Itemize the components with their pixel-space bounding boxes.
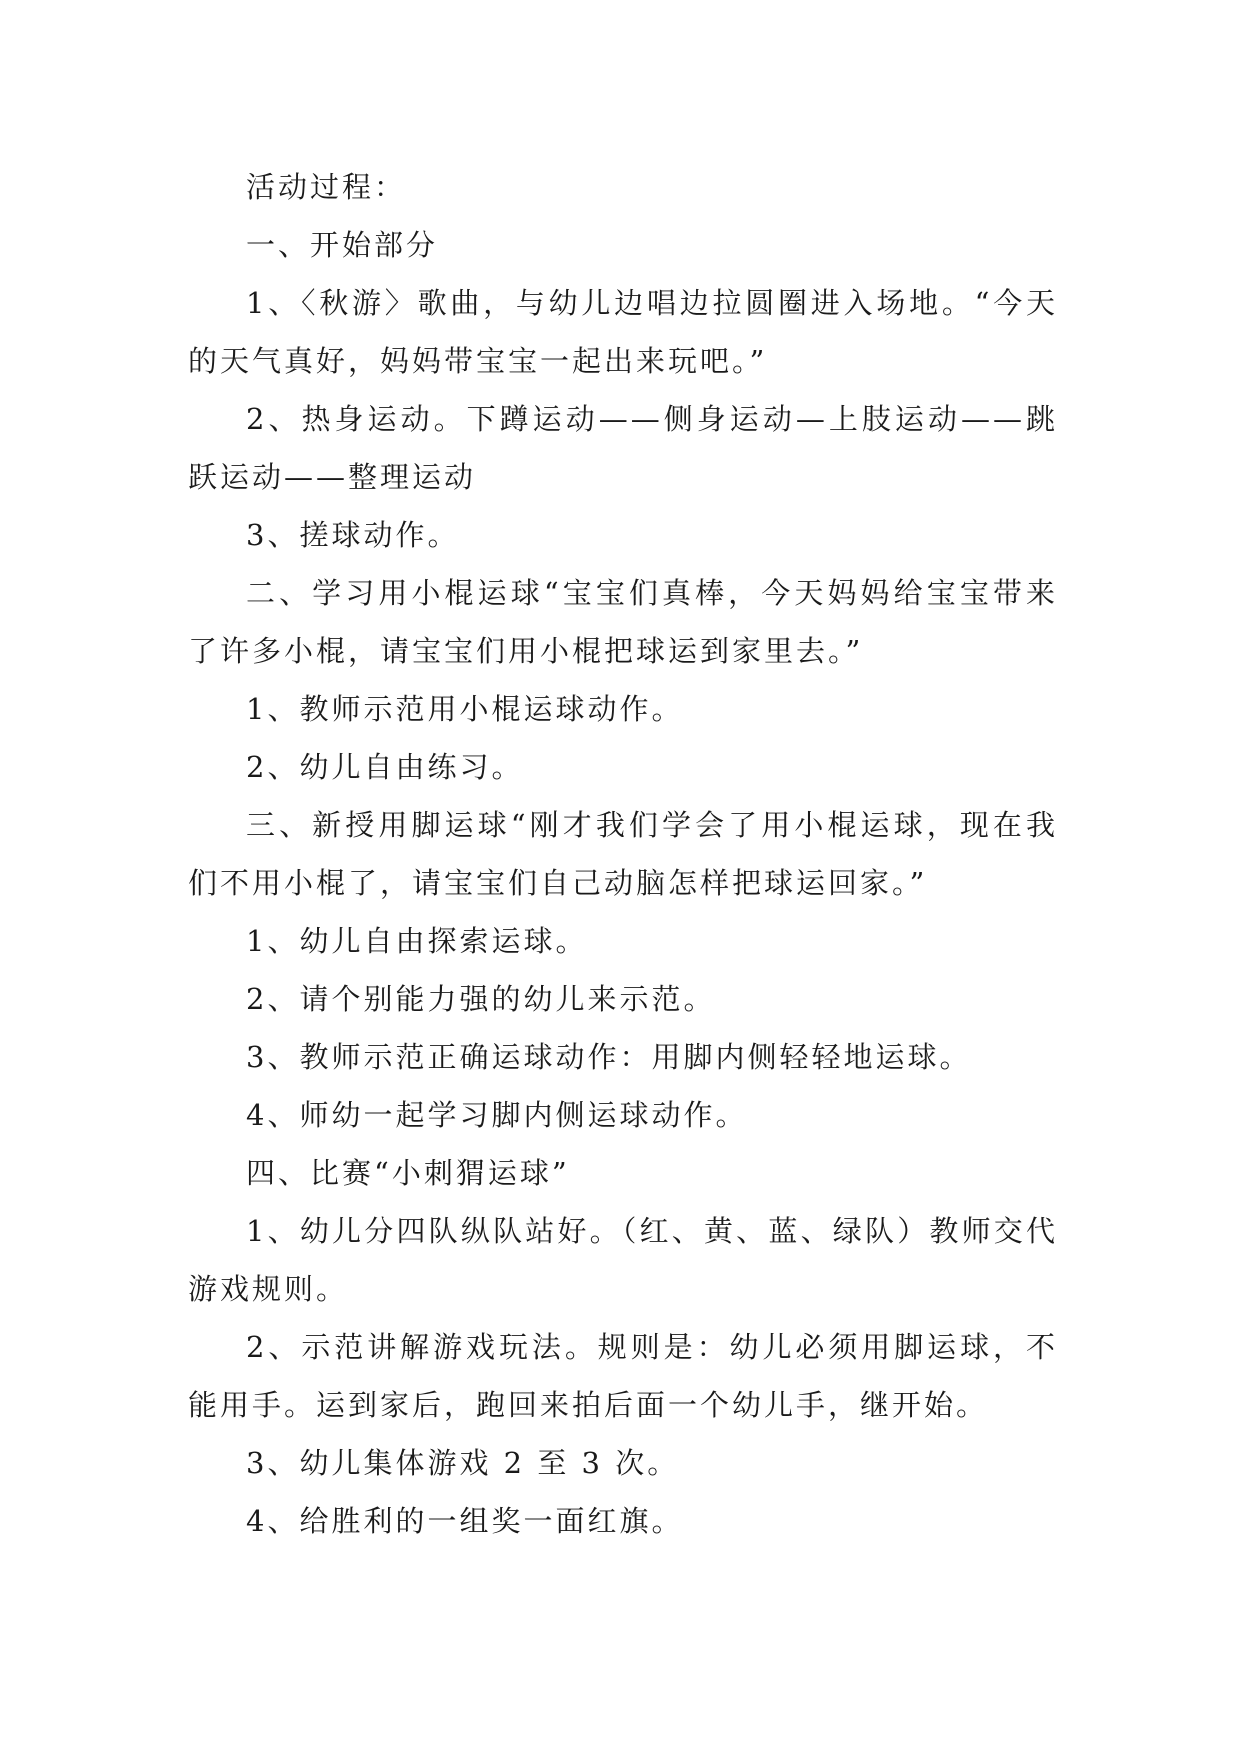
section-heading: 二、学习用小棍运球“宝宝们真棒，今天妈妈给宝宝带来了许多小棍，请宝宝们用小棍把球运到家里去。” <box>188 576 1058 668</box>
paragraph: 4、师幼一起学习脚内侧运球动作。 <box>246 1098 748 1132</box>
paragraph: 2、热身运动。下蹲运动——侧身运动—上肢运动——跳跃运动——整理运动 <box>188 402 1058 494</box>
section-heading: 一、开始部分 <box>246 228 439 262</box>
paragraph: 1、幼儿自由探索运球。 <box>246 924 588 958</box>
paragraph: 2、示范讲解游戏玩法。规则是：幼儿必须用脚运球，不能用手。运到家后，跑回来拍后面一个幼儿手，继开始。 <box>188 1330 1058 1422</box>
paragraph: 3、幼儿集体游戏 2 至 3 次。 <box>246 1446 680 1480</box>
paragraph-heading: 活动过程： <box>246 170 407 204</box>
paragraph: 1、教师示范用小棍运球动作。 <box>246 692 684 726</box>
paragraph: 3、搓球动作。 <box>246 518 460 552</box>
document-body <box>188 158 1058 1550</box>
paragraph: 3、教师示范正确运球动作：用脚内侧轻轻地运球。 <box>246 1040 972 1074</box>
paragraph: 4、给胜利的一组奖一面红旗。 <box>246 1504 684 1538</box>
paragraph: 2、幼儿自由练习。 <box>246 750 524 784</box>
paragraph: 1、〈秋游〉歌曲，与幼儿边唱边拉圆圈进入场地。“今天的天气真好，妈妈带宝宝一起出来玩吧。” <box>188 286 1058 378</box>
section-heading: 四、比赛“小刺猬运球” <box>246 1156 570 1190</box>
paragraph: 1、幼儿分四队纵队站好。（红、黄、蓝、绿队）教师交代游戏规则。 <box>188 1214 1058 1306</box>
section-heading: 三、新授用脚运球“刚才我们学会了用小棍运球，现在我们不用小棍了，请宝宝们自己动脑怎样把球运回家。” <box>188 808 1058 900</box>
paragraph: 2、请个别能力强的幼儿来示范。 <box>246 982 716 1016</box>
